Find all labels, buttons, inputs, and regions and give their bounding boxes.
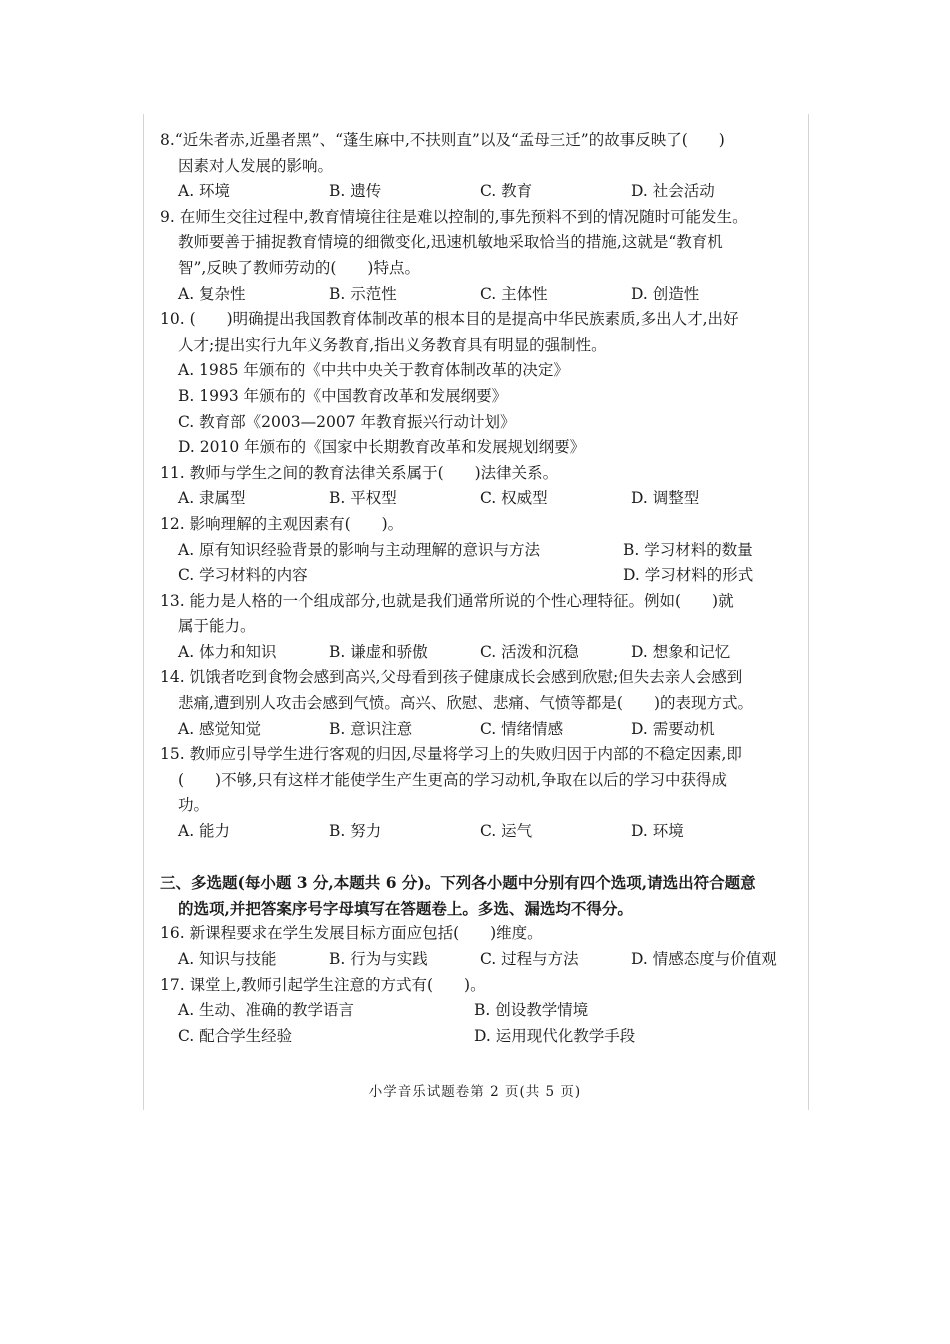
option-c: C. 运气 [480,822,533,841]
option-c: C. 学习材料的内容 [178,566,308,585]
option-a: A. 能力 [178,822,231,841]
options-row [160,640,792,666]
options-row [160,563,792,589]
option-c: C. 教育部《2003—2007 年教育振兴行动计划》 [178,412,516,431]
option-c: C. 配合学生经验 [178,1026,293,1045]
question-text: ( )不够,只有这样才能使学生产生更高的学习动机,争取在以后的学习中获得成 [178,770,727,789]
option-d: D. 情感态度与价值观 [631,950,777,968]
option-b: B. 行为与实践 [329,950,428,968]
option-a: A. 原有知识经验背景的影响与主动理解的意识与方法 [178,540,541,559]
option-b: B. 遗传 [329,182,382,201]
option-a: A. 生动、准确的教学语言 [178,1001,355,1020]
question-text: 悲痛,遭到别人攻击会感到气愤。高兴、欣慰、悲痛、气愤等都是( )的表现方式。 [178,694,754,713]
exam-content [160,128,792,1049]
options-row [160,486,792,512]
question-9 [160,205,792,307]
option-d: D. 社会活动 [631,182,715,201]
question-text: 因素对人发展的影响。 [178,156,334,175]
question-text: 12. 影响理解的主观因素有( )。 [160,514,404,533]
option-b: B. 意识注意 [329,719,413,738]
section-spacer [160,845,792,871]
question-text: 11. 教师与学生之间的教育法律关系属于( )法律关系。 [160,463,559,482]
option-b: B. 1993 年颁布的《中国教育改革和发展纲要》 [178,386,508,405]
option-b: B. 创设教学情境 [474,1001,589,1020]
question-text: 10. ( )明确提出我国教育体制改革的根本目的是提高中华民族素质,多出人才,出好 [160,310,739,329]
question-text: 14. 饥饿者吃到食物会感到高兴,父母看到孩子健康成长会感到欣慰;但失去亲人会感到 [160,668,743,687]
option-b: B. 学习材料的数量 [623,540,753,559]
option-a: A. 隶属型 [178,489,246,508]
question-13 [160,589,792,666]
options-row [160,1024,792,1050]
options-row [160,179,792,205]
option-c: C. 活泼和沉稳 [480,642,579,661]
option-a: A. 感觉知觉 [178,719,262,738]
question-10 [160,307,792,461]
section-heading-line: 的选项,并把答案序号字母填写在答题卷上。多选、漏选均不得分。 [178,898,633,918]
question-text: 15. 教师应引导学生进行客观的归因,尽量将学习上的失败归因于内部的不稳定因素,即 [160,745,742,764]
option-b: B. 示范性 [329,284,397,303]
options-row [160,282,792,308]
question-16 [160,921,792,972]
option-d: D. 想象和记忆 [631,642,731,661]
question-text: 9. 在师生交往过程中,教育情境往往是难以控制的,事先预料不到的情况随时可能发生。 [160,207,748,226]
question-15 [160,742,792,844]
option-a: A. 体力和知识 [178,642,277,661]
option-c: C. 主体性 [480,284,548,303]
option-d: D. 需要动机 [631,719,715,738]
option-a: A. 复杂性 [178,284,246,303]
option-c: C. 过程与方法 [480,950,579,968]
question-11 [160,461,792,512]
option-b: B. 平权型 [329,489,397,508]
option-b: B. 努力 [329,822,382,841]
question-text: 人才;提出实行九年义务教育,指出义务教育具有明显的强制性。 [178,335,607,354]
question-text: 智”,反映了教师劳动的( )特点。 [178,258,420,277]
question-text: 13. 能力是人格的一个组成部分,也就是我们通常所说的个性心理特征。例如( )就 [160,591,734,610]
page-footer: 小学音乐试题卷第 2 页(共 5 页) [368,1084,582,1100]
question-text: 8.“近朱者赤,近墨者黑”、“蓬生麻中,不扶则直”以及“孟母三迁”的故事反映了( ) [160,131,725,149]
question-text: 16. 新课程要求在学生发展目标方面应包括( )维度。 [160,924,543,943]
question-text: 教师要善于捕捉教育情境的细微变化,迅速机敏地采取恰当的措施,这就是“教育机 [178,233,723,252]
options-row [160,998,792,1024]
option-a: A. 环境 [178,182,231,201]
option-d: D. 调整型 [631,489,700,508]
options-row [160,717,792,743]
option-d: D. 创造性 [631,284,700,303]
question-17 [160,973,792,1050]
option-d: D. 运用现代化教学手段 [474,1026,636,1045]
option-c: C. 权威型 [480,489,548,508]
options-row [160,947,792,973]
question-text: 属于能力。 [178,617,256,636]
question-14 [160,665,792,742]
option-d: D. 环境 [631,822,684,841]
option-a: A. 1985 年颁布的《中共中央关于教育体制改革的决定》 [178,361,569,380]
option-d: D. 2010 年颁布的《国家中长期教育改革和发展规划纲要》 [178,438,586,457]
option-c: C. 教育 [480,182,533,201]
question-12 [160,512,792,589]
section-heading-line: 三、多选题(每小题 3 分,本题共 6 分)。下列各小题中分别有四个选项,请选出符合题意 [160,873,756,893]
option-a: A. 知识与技能 [178,950,277,968]
question-8 [160,128,792,205]
option-b: B. 谦虚和骄傲 [329,642,428,661]
question-text: 17. 课堂上,教师引起学生注意的方式有( )。 [160,975,486,994]
option-d: D. 学习材料的形式 [623,566,754,585]
options-row [160,538,792,564]
option-c: C. 情绪情感 [480,719,564,738]
options-row [160,819,792,845]
question-text: 功。 [178,796,210,815]
section-3-heading [160,870,792,921]
